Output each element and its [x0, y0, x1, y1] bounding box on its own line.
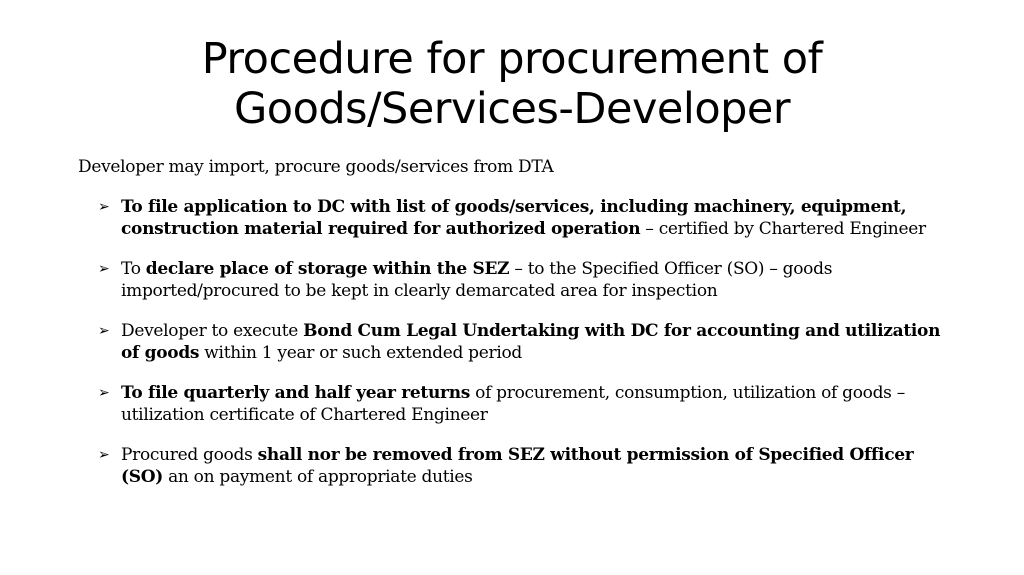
bullet-text: of procurement, consumption, utilization of goods – utilization certificate of Chartered Engineer — [121, 383, 905, 425]
arrowhead-bullet-icon: ➢ — [98, 323, 110, 339]
arrowhead-bullet-icon: ➢ — [98, 199, 110, 215]
bullet-bold-text: To file quarterly and half year returns — [121, 383, 471, 403]
bullet-bold-text: To file application to DC with list of goods/services, including machinery, equipment, construction material required for authorized operation — [121, 197, 907, 239]
slide-title — [0, 34, 1024, 134]
arrowhead-bullet-icon: ➢ — [98, 385, 110, 401]
arrowhead-bullet-icon: ➢ — [98, 261, 110, 277]
bullet-text: – certified by Chartered Engineer — [640, 219, 926, 239]
slide-title-line-1: Procedure for procurement of — [201, 34, 823, 84]
bullet-bold-text: shall nor be removed from SEZ without permission of Specified Officer (SO) — [121, 445, 914, 487]
bullet-text: Procured goods — [121, 445, 258, 465]
bullet-bold-text: Bond Cum Legal Undertaking with DC for accounting and utilization of goods — [121, 321, 941, 363]
bullet-text: – to the Specified Officer (SO) – goods imported/procured to be kept in clearly demarcated area for inspection — [121, 259, 833, 301]
arrowhead-bullet-icon: ➢ — [98, 447, 110, 463]
bullet-text: an on payment of appropriate duties — [162, 467, 473, 487]
bullet-list — [98, 196, 958, 506]
bullet-text: To — [121, 259, 146, 279]
bullet-item-file-returns — [98, 382, 958, 426]
bullet-text: Developer to execute — [121, 321, 304, 341]
intro-text: Developer may import, procure goods/services from DTA — [78, 157, 554, 177]
bullet-text: within 1 year or such extended period — [199, 343, 522, 363]
bullet-item-execute-bond — [98, 320, 958, 364]
bullet-item-declare-storage — [98, 258, 958, 302]
slide-title-line-2: Goods/Services-Developer — [233, 84, 791, 134]
bullet-item-file-application — [98, 196, 958, 240]
bullet-bold-text: declare place of storage within the SEZ — [145, 259, 510, 279]
bullet-item-procured-goods — [98, 444, 958, 488]
